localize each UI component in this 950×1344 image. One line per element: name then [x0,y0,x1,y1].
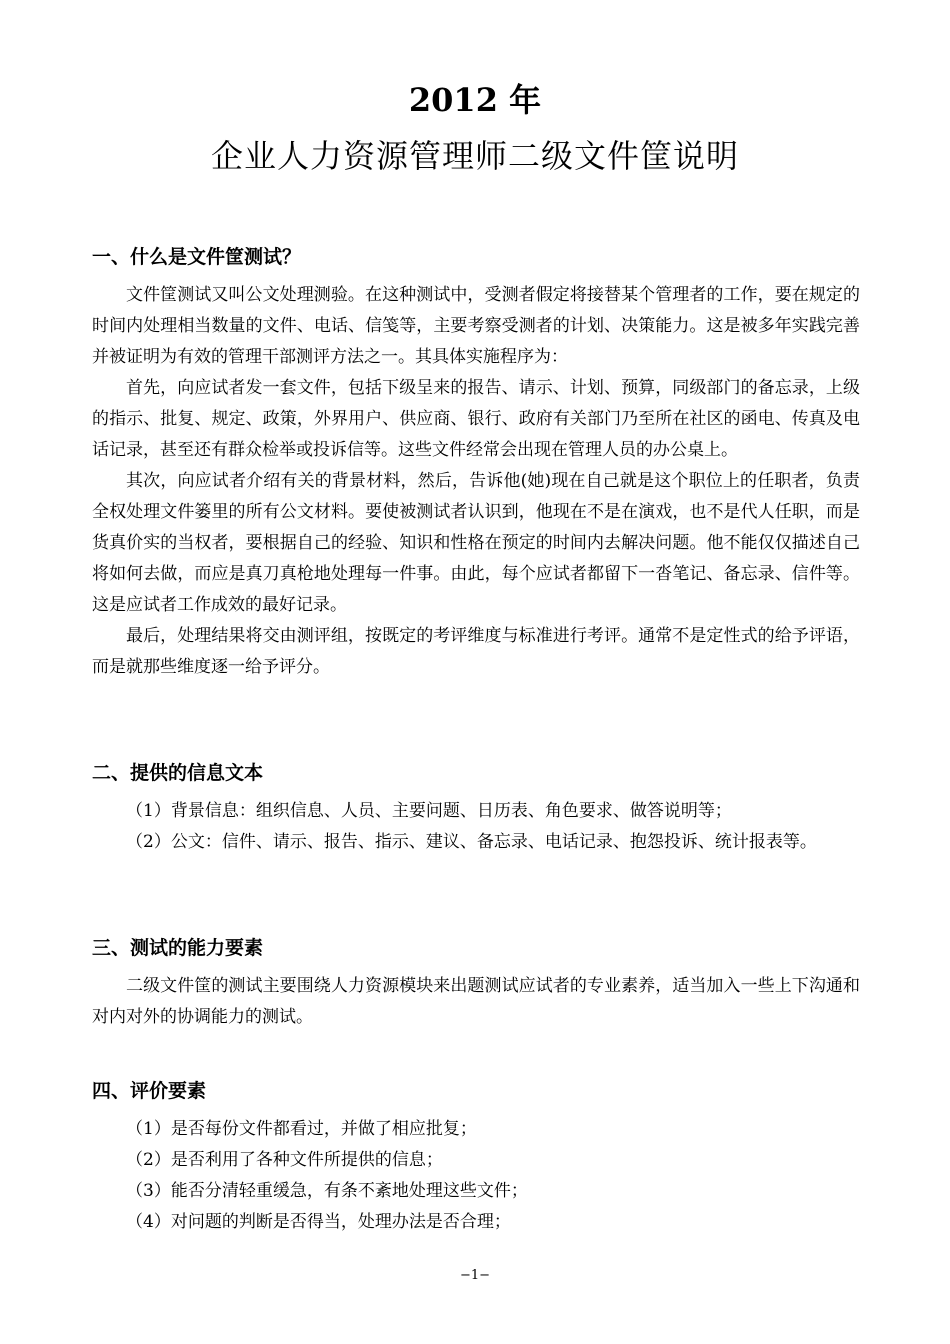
section-evaluation-elements [92,1076,860,1238]
document-title: 企业人力资源管理师二级文件筐说明 [210,137,739,175]
page-number: −1− [459,1268,491,1283]
paragraph: 二级文件筐的测试主要围绕人力资源模块来出题测试应试者的专业素养，适当加入一些上下沟通和对内对外的协调能力的测试。 [92,976,860,1027]
section-provided-texts [92,758,860,858]
paragraph: 首先，向应试者发一套文件，包括下级呈来的报告、请示、计划、预算，同级部门的备忘录，上级的指示、批复、规定、政策，外界用户、供应商、银行、政府有关部门乃至所在社区的函电、传真及电话记录，甚至还有群众检举或投诉信等。这些文件经常会出现在管理人员的办公桌上。 [92,378,860,460]
section-what-is-in-basket-test [92,242,860,683]
section-heading: 二、提供的信息文本 [92,762,264,784]
section-heading: 四、评价要素 [92,1080,207,1102]
list-item: （4）对问题的判断是否得当，处理办法是否合理； [126,1212,511,1232]
list-item: （1）是否每份文件都看过，并做了相应批复； [126,1119,477,1139]
section-ability-elements [92,933,860,1033]
document-title-year: 2012 年 [408,81,542,119]
list-item: （2）公文：信件、请示、报告、指示、建议、备忘录、电话记录、抱怨投诉、统计报表等。 [126,832,817,852]
paragraph: 其次，向应试者介绍有关的背景材料，然后，告诉他(她)现在自己就是这个职位上的任职者，负责全权处理文件篓里的所有公文材料。要使被测试者认识到，他现在不是在演戏，也不是代人任职，而是货真价实的当权者，要根据自己的经验、知识和性格在预定的时间内去解决问题。他不能仅仅描述自己将如何去做，而应是真刀真枪地处理每一件事。由此，每个应试者都留下一沓笔记、备忘录、信件等。这是应试者工作成效的最好记录。 [92,471,860,615]
list-item: （2）是否利用了各种文件所提供的信息； [126,1150,443,1170]
paragraph: 最后，处理结果将交由测评组，按既定的考评维度与标准进行考评。通常不是定性式的给予评语，而是就那些维度逐一给予评分。 [92,626,860,677]
section-heading: 一、什么是文件筐测试？ [92,246,302,268]
list-item: （3）能否分清轻重缓急，有条不紊地处理这些文件； [126,1181,528,1201]
list-item: （1）背景信息：组织信息、人员、主要问题、日历表、角色要求、做答说明等； [126,801,732,821]
paragraph: 文件筐测试又叫公文处理测验。在这种测试中，受测者假定将接替某个管理者的工作，要在规定的时间内处理相当数量的文件、电话、信笺等，主要考察受测者的计划、决策能力。这是被多年实践完善并被证明为有效的管理干部测评方法之一。其具体实施程序为： [92,285,860,367]
section-heading: 三、测试的能力要素 [92,937,264,959]
